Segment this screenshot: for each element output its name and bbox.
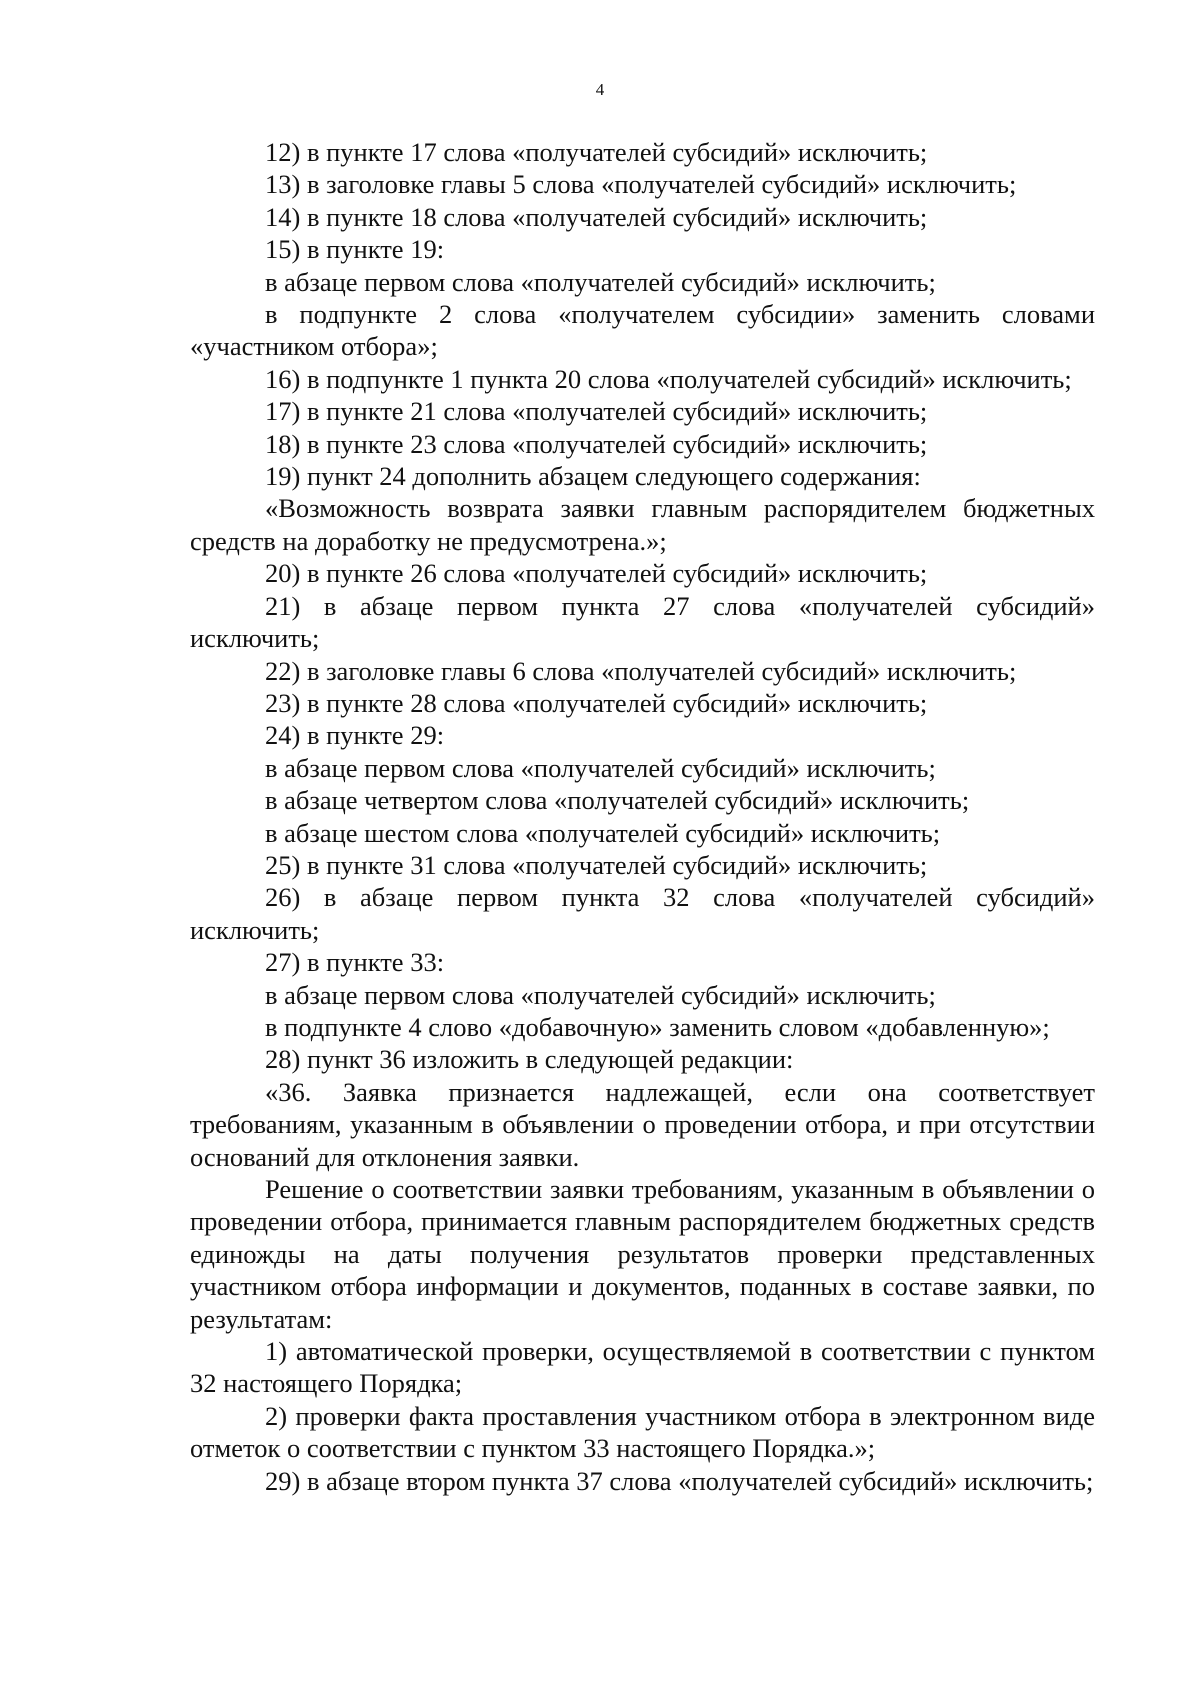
paragraph-28-quote-36: «36. Заявка признается надлежащей, если она соответствует требованиям, указанным в объявлении о проведении отбора, и при отсутствии оснований для отклонения заявки. — [190, 1076, 1095, 1172]
paragraph-28-decision: Решение о соответствии заявки требованиям, указанным в объявлении о проведении отбора, принимается главным распорядителем бюджетных средств единожды на даты получения результатов проверки представленных участником отбора информации и документов, поданных в составе заявки, по результатам: — [190, 1174, 1095, 1334]
document-body — [190, 136, 1095, 1497]
paragraph-23: 23) в пункте 28 слова «получателей субсидий» исключить; — [265, 687, 928, 718]
paragraph-19: 19) пункт 24 дополнить абзацем следующего содержания: — [265, 461, 921, 492]
paragraph-27-abzac-1: в абзаце первом слова «получателей субсидий» исключить; — [265, 979, 936, 1010]
paragraph-27: 27) в пункте 33: — [265, 947, 445, 978]
paragraph-24-abzac-4: в абзаце четвертом слова «получателей субсидий» исключить; — [265, 785, 970, 816]
paragraph-18: 18) в пункте 23 слова «получателей субсидий» исключить; — [265, 428, 928, 459]
paragraph-24-abzac-6: в абзаце шестом слова «получателей субсидий» исключить; — [265, 817, 941, 848]
paragraph-12: 12) в пункте 17 слова «получателей субсидий» исключить; — [265, 137, 928, 167]
paragraph-17: 17) в пункте 21 слова «получателей субсидий» исключить; — [265, 396, 928, 427]
paragraph-26: 26) в абзаце первом пункта 32 слова «получателей субсидий» исключить; — [190, 882, 1095, 945]
paragraph-28-item-2: 2) проверки факта проставления участником отбора в электронном виде отметок о соответствии с пунктом 33 настоящего Порядка.»; — [190, 1400, 1095, 1464]
paragraph-24: 24) в пункте 29: — [265, 720, 445, 751]
page-number: 4 — [595, 80, 605, 99]
paragraph-28: 28) пункт 36 изложить в следующей редакции: — [265, 1044, 794, 1075]
paragraph-13: 13) в заголовке главы 5 слова «получателей субсидий» исключить; — [265, 169, 1017, 200]
paragraph-16: 16) в подпункте 1 пункта 20 слова «получателей субсидий» исключить; — [265, 363, 1072, 394]
paragraph-24-abzac-1: в абзаце первом слова «получателей субсидий» исключить; — [265, 752, 936, 783]
paragraph-14: 14) в пункте 18 слова «получателей субсидий» исключить; — [265, 201, 928, 232]
paragraph-21: 21) в абзаце первом пункта 27 слова «получателей субсидий» исключить; — [190, 590, 1095, 654]
paragraph-29: 29) в абзаце втором пункта 37 слова «получателей субсидий» исключить; — [265, 1465, 1094, 1496]
paragraph-28-item-1: 1) автоматической проверки, осуществляемой в соответствии с пунктом 32 настоящего Порядка; — [190, 1336, 1095, 1399]
paragraph-19-quote: «Возможность возврата заявки главным распорядителем бюджетных средств на доработку не предусмотрена.»; — [190, 493, 1095, 556]
paragraph-20: 20) в пункте 26 слова «получателей субсидий» исключить; — [265, 558, 928, 589]
paragraph-27-podpunkt-4: в подпункте 4 слово «добавочную» заменить словом «добавленную»; — [265, 1011, 1050, 1042]
paragraph-25: 25) в пункте 31 слова «получателей субсидий» исключить; — [265, 849, 928, 880]
paragraph-15-podpunkt-2: в подпункте 2 слова «получателем субсидии» заменить словами «участником отбора»; — [190, 299, 1095, 362]
paragraph-22: 22) в заголовке главы 6 слова «получателей субсидий» исключить; — [265, 655, 1017, 686]
paragraph-15: 15) в пункте 19: — [265, 234, 445, 265]
paragraph-15-abzac-1: в абзаце первом слова «получателей субсидий» исключить; — [265, 266, 936, 297]
